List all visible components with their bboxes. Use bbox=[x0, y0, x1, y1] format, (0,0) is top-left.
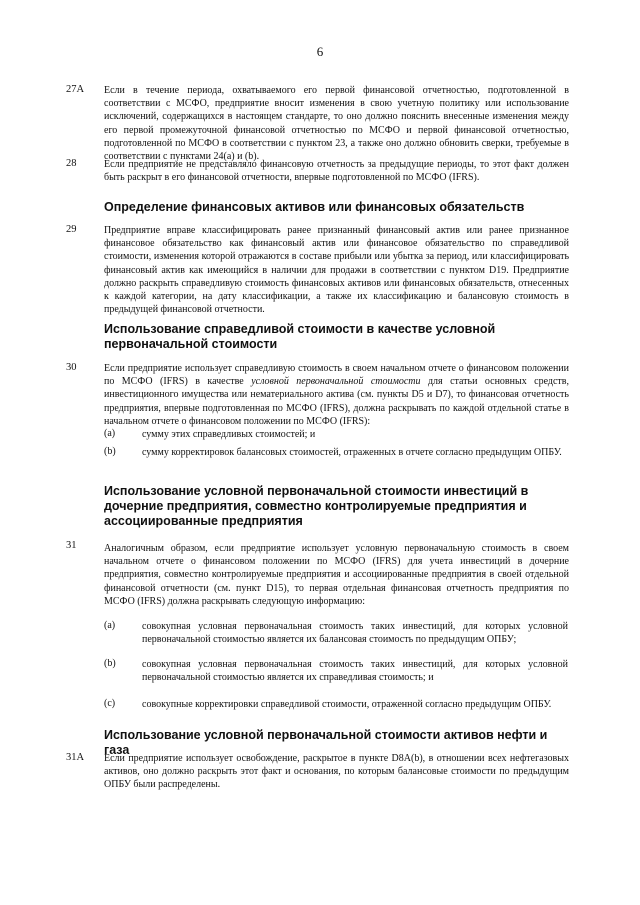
list-item-marker: (a) bbox=[104, 428, 116, 439]
list-item-marker: (c) bbox=[104, 698, 116, 709]
paragraph-text: Если предприятие использует освобождение, раскрытое в пункте D8A(b), в отношении всех нефтегазовых активов, оно должно раскрыть этот факт и основания, по которым балансовые стоимости по предыдущим ОПБУ были распределены. bbox=[104, 753, 569, 791]
section-heading: Использование справедливой стоимости в качестве условной первоначальной стоимости bbox=[104, 322, 496, 351]
section-heading: Использование условной первоначальной стоимости активов нефти и газа bbox=[104, 728, 548, 757]
section-heading: Определение финансовых активов или финансовых обязательств bbox=[104, 200, 525, 214]
emphasized-term: условной первоначальной стоимости bbox=[251, 376, 421, 388]
list-item-text: сумму этих справедливых стоимостей; и bbox=[142, 429, 316, 440]
paragraph-text: Предприятие вправе классифицировать ранее признанный финансовый актив или ранее признанное финансовое обязательство как финансовый актив или финансовое обязательство по справедливой стоимости, изменения которой отражаются в составе прибыли или убытка за период, или классифицировать финансовый актив как имеющийся в наличии для продажи в соответствии с пунктом D19. Предприятие должно раскрыть справедливую стоимость финансовых активов или финансовых обязательств, отнесенных к каждой категории, на дату классификации, а также их классификацию и балансовую стоимость в предыдущей финансовой отчетности. bbox=[104, 225, 569, 316]
list-item-marker: (b) bbox=[104, 446, 116, 457]
list-item-marker: (b) bbox=[104, 658, 116, 669]
paragraph-number: 27A bbox=[66, 84, 85, 95]
list-item-text: совокупная условная первоначальная стоимость таких инвестиций, для которых условной первоначальной стоимостью является их справедливая стоимость; и bbox=[142, 659, 568, 684]
paragraph-number: 31A bbox=[66, 752, 85, 763]
paragraph-text: Если предприятие использует справедливую стоимость в своем начальном отчете о финансовом положении по МСФО (IFRS) в качестве условной первоначальной стоимости для статьи основных средств, инвестиционного имущества или нематериального актива (см. пункты D5 и D7), то финансовая отчетность предприятия, впервые подготовленная по МСФО (IFRS), должна раскрывать по каждой отдельной статье в начальном отчете о финансовом положении по МСФО (IFRS): bbox=[104, 363, 570, 427]
paragraph-text: Аналогичным образом, если предприятие использует условную первоначальную стоимость в своем начальном отчете о финансовом положении по МСФО (IFRS) для учета инвестиций в дочерние предприятия, совместно контролируемые предприятия и ассоциированные предприятия в своей отдельной финансовой отчетности (см. пункт D15), то первая отдельная финансовая отчетность предприятия по МСФО (IFRS) должна раскрывать следующую информацию: bbox=[104, 543, 569, 607]
list-item-marker: (a) bbox=[104, 620, 116, 631]
paragraph-number: 31 bbox=[66, 540, 77, 551]
paragraph-text: Если в течение периода, охватываемого его первой финансовой отчетностью, подготовленной в соответствии с МСФО, предприятие вносит изменения в свою учетную политику или использование исключений, содержащихся в настоящем стандарте, то оно должно пояснить внесенные изменения между его первой промежуточной финансовой отчетностью по МСФО и первой финансовой отчетностью, подготовленной по МСФО в соответствии с пунктом 23, а также оно должно обновить сверки, требуемые в соответствии с пунктами 24(a) и (b). bbox=[104, 85, 569, 163]
page-number: 6 bbox=[316, 44, 324, 59]
paragraph-number: 30 bbox=[66, 362, 77, 373]
paragraph-number: 29 bbox=[66, 224, 77, 235]
paragraph-text: Если предприятие не представляло финансовую отчетность за предыдущие периоды, то этот факт должен быть раскрыт в его финансовой отчетности, впервые подготовленной по МСФО (IFRS). bbox=[104, 159, 569, 184]
section-heading: Использование условной первоначальной стоимости инвестиций в дочерние предприятия, совместно контролируемые предприятия и ассоциированные предприятия bbox=[104, 484, 529, 528]
paragraph-number: 28 bbox=[66, 158, 77, 169]
list-item-text: совокупная условная первоначальная стоимость таких инвестиций, для которых условной первоначальной стоимостью является их балансовая стоимость по предыдущим ОПБУ; bbox=[142, 621, 568, 646]
list-item-text: сумму корректировок балансовых стоимостей, отраженных в отчете согласно предыдущим ОПБУ. bbox=[142, 447, 562, 458]
list-item-text: совокупные корректировки справедливой стоимости, отраженной согласно предыдущим ОПБУ. bbox=[142, 699, 552, 710]
